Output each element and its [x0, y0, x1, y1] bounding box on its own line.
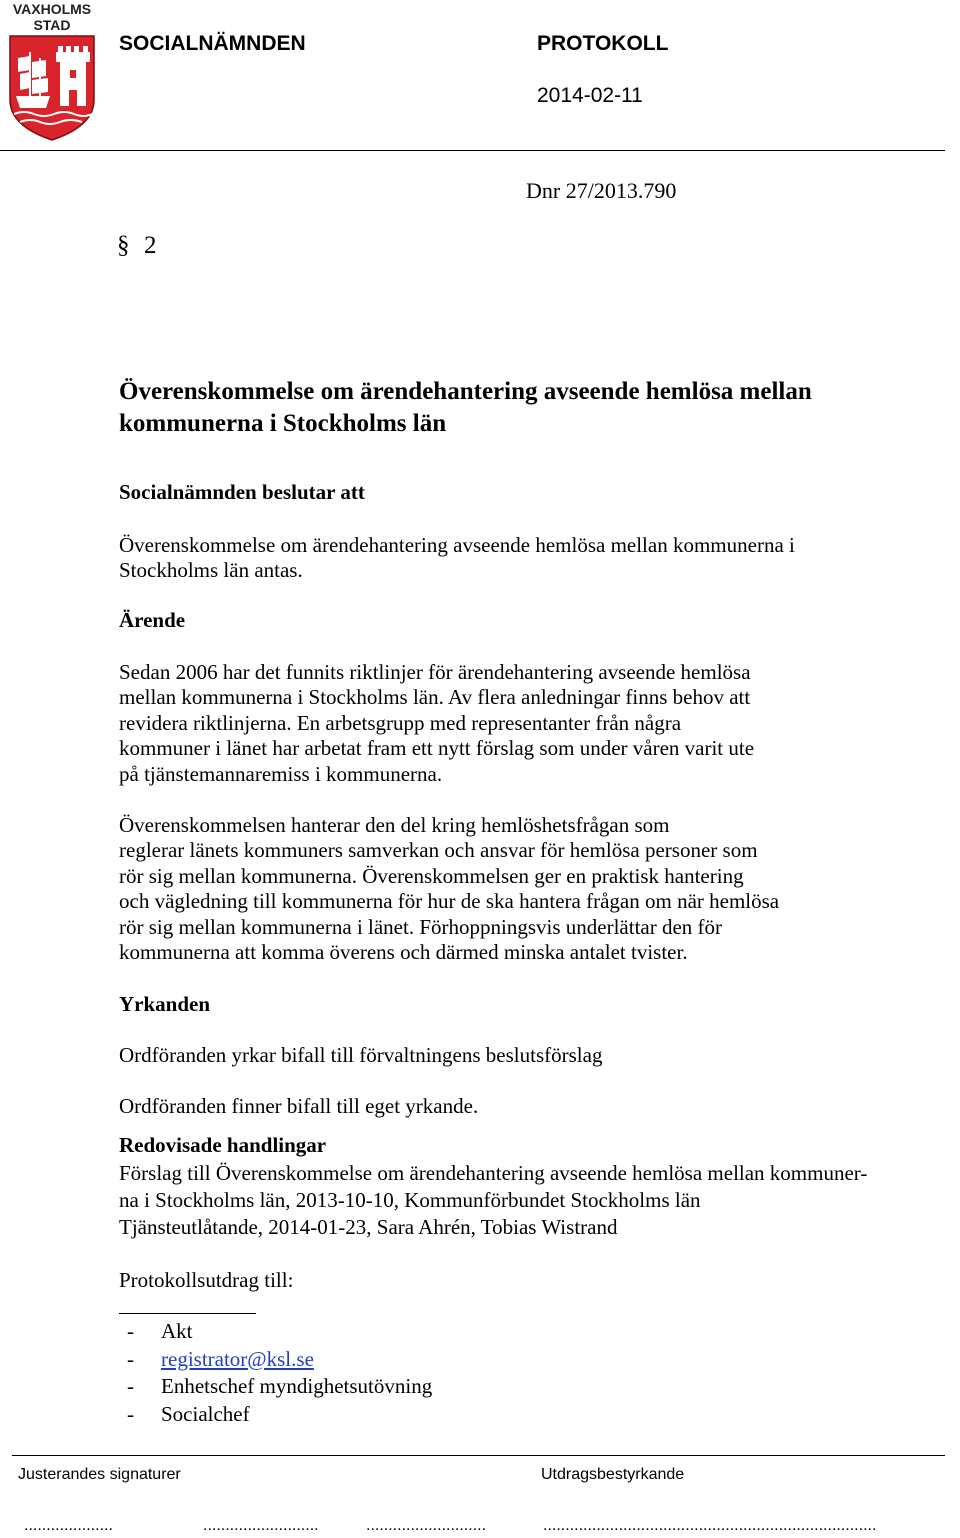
text-line: och vägledning till kommunerna för hur de ska hantera frågan om när hemlösa: [119, 889, 780, 914]
text-line: på tjänstemannaremiss i kommunerna.: [119, 761, 443, 786]
decision-heading: Socialnämnden beslutar att: [119, 480, 365, 504]
text-line: na i Stockholms län, 2013-10-10, Kommunförbundet Stockholms län: [119, 1188, 701, 1212]
vaxholm-crest-icon: [6, 0, 98, 142]
list-dash: -: [127, 1401, 134, 1426]
registrator-email-link[interactable]: registrator@ksl.se: [161, 1346, 314, 1371]
text-line: revidera riktlinjerna. En arbetsgrupp med representanter från några: [119, 710, 682, 735]
document-type: PROTOKOLL: [537, 32, 669, 55]
signatures-label: Justerandes signaturer: [18, 1466, 181, 1483]
distribution-heading: Protokollsutdrag till:: [119, 1268, 294, 1292]
footer-divider: [12, 1455, 945, 1456]
text-line: kommunerna att komma överens och därmed minska antalet tvister.: [119, 940, 688, 965]
text-line: rör sig mellan kommunerna i länet. Förhoppningsvis underlättar den för: [119, 914, 723, 939]
distribution-list: [161, 1318, 432, 1428]
meeting-date: 2014-02-11: [537, 84, 643, 107]
text-line: rör sig mellan kommunerna. Överenskommelsen ger en praktisk hantering: [119, 863, 744, 888]
text-line: mellan kommunerna i Stockholms län. Av flera anledningar finns behov att: [119, 685, 751, 710]
yrkanden-proposal: Ordföranden yrkar bifall till förvaltningens beslutsförslag: [119, 1043, 603, 1067]
decision-line: Överenskommelse om ärendehantering avseende hemlösa mellan kommunerna i: [119, 533, 795, 557]
distribution-dashes: [127, 1318, 134, 1428]
handlingar-heading: Redovisade handlingar: [119, 1133, 327, 1157]
extract-certification-label: Utdragsbestyrkande: [541, 1466, 685, 1483]
header-divider: [0, 150, 945, 151]
list-dash: -: [127, 1374, 134, 1398]
signature-line-1: ....................: [24, 1517, 113, 1534]
arende-paragraph-2: [119, 813, 779, 965]
text-line: kommuner i länet har arbetat fram ett nytt förslag som under våren varit ute: [119, 736, 755, 761]
distribution-underline: [119, 1313, 256, 1314]
list-item: Socialchef: [161, 1401, 250, 1426]
decision-text: [119, 533, 795, 584]
arende-heading: Ärende: [119, 608, 186, 632]
list-item: Enhetschef myndighetsutövning: [161, 1374, 433, 1398]
yrkanden-heading: Yrkanden: [119, 992, 211, 1016]
text-line: Sedan 2006 har det funnits riktlinjer för ärendehantering avseende hemlösa: [119, 660, 751, 684]
case-number: Dnr 27/2013.790: [526, 178, 677, 203]
list-dash: -: [127, 1346, 134, 1371]
logo-text-line1: VAXHOLMS: [12, 1, 92, 17]
signature-line-3: ...........................: [366, 1517, 487, 1534]
department-heading: SOCIALNÄMNDEN: [119, 32, 306, 55]
text-line: reglerar länets kommuners samverkan och ansvar för hemlösa personer som: [119, 838, 758, 863]
municipality-logo: [6, 0, 98, 142]
text-line: Tjänsteutlåtande, 2014-01-23, Sara Ahrén, Tobias Wistrand: [119, 1215, 618, 1239]
logo-text-line2: STAD: [33, 17, 71, 33]
page-title: Överenskommelse om ärendehantering avseende hemlösa mellan kommunerna i Stockholms län: [119, 378, 812, 437]
signature-line-2: ..........................: [203, 1517, 319, 1534]
handlingar-list: [119, 1160, 867, 1241]
extract-line: ...........................................................................: [543, 1517, 877, 1534]
text-line: Förslag till Överenskommelse om ärendehantering avseende hemlösa mellan kommuner-: [119, 1161, 868, 1185]
arende-paragraph-1: [119, 660, 754, 787]
decision-line: Stockholms län antas.: [119, 558, 303, 583]
text-line: Överenskommelsen hanterar den del kring hemlöshetsfrågan som: [119, 813, 670, 837]
list-item: Akt: [161, 1319, 193, 1343]
yrkanden-ruling: Ordföranden finner bifall till eget yrkande.: [119, 1094, 479, 1118]
paragraph-number: 2: [144, 232, 157, 259]
paragraph-sign: §: [117, 232, 130, 259]
list-dash: -: [127, 1319, 134, 1343]
